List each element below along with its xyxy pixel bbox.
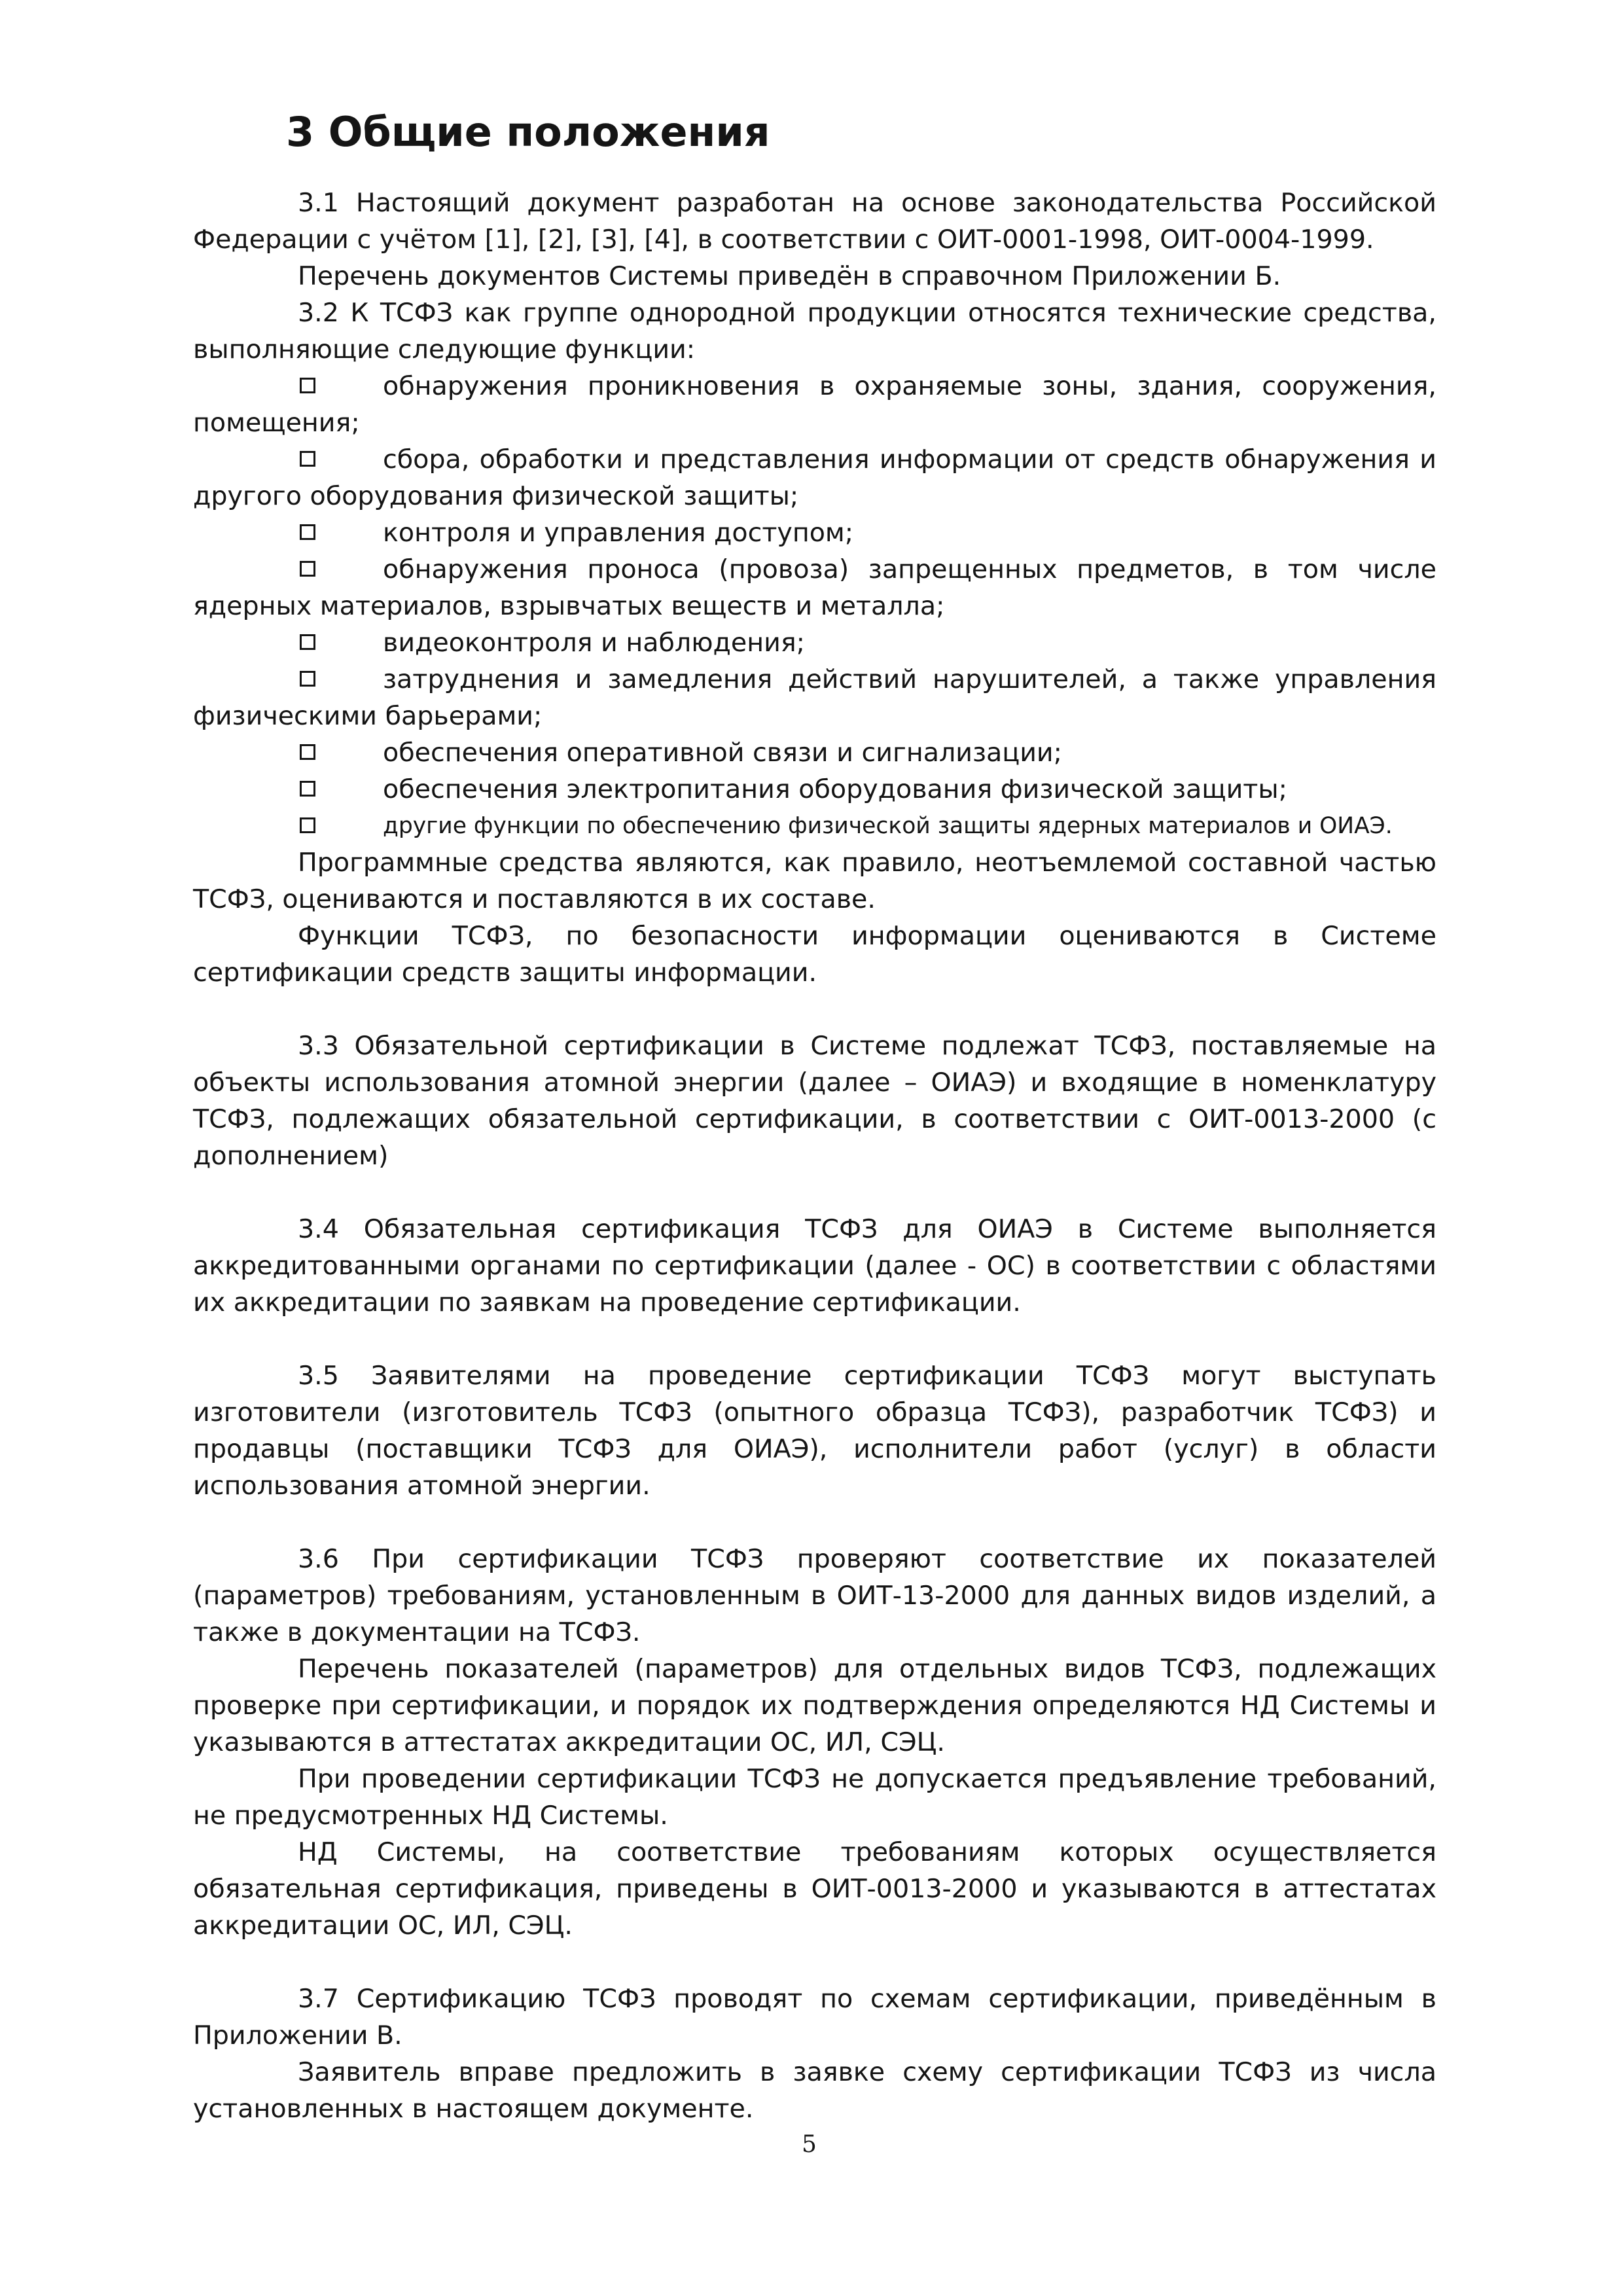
checkbox-icon xyxy=(300,634,315,650)
list-item xyxy=(193,551,1436,624)
list-item xyxy=(193,734,1436,771)
checkbox-icon xyxy=(300,744,315,760)
checkbox-icon xyxy=(300,817,315,833)
paragraph-3-3: 3.3 Обязательной сертификации в Системе подлежат ТСФЗ, поставляемые на объекты использования атомной энергии (далее – ОИАЭ) и входящие в номенклатуру ТСФЗ, подлежащих обязательной сертификации, в соответствии с ОИТ-0013-2000 (с дополнением) xyxy=(193,1031,1436,1171)
checkbox-icon xyxy=(300,561,315,577)
list-item-text: затруднения и замедления действий нарушителей, а также управления физическими барьерами; xyxy=(193,664,1436,731)
list-item-text: сбора, обработки и представления информации от средств обнаружения и другого оборудования физической защиты; xyxy=(193,444,1436,511)
list-item xyxy=(193,514,1436,551)
paragraph-3-6: 3.6 При сертификации ТСФЗ проверяют соответствие их показателей (параметров) требованиям, установленным в ОИТ-13-2000 для данных видов изделий, а также в документации на ТСФЗ. xyxy=(193,1544,1436,1647)
list-item-text: другие функции по обеспечению физической защиты ядерных материалов и ОИАЭ. xyxy=(383,813,1393,839)
list-item-text: обеспечения электропитания оборудования физической защиты; xyxy=(383,774,1287,804)
paragraph-security-functions: Функции ТСФЗ, по безопасности информации оцениваются в Системе сертификации средств защиты информации. xyxy=(193,921,1436,988)
list-item xyxy=(193,661,1436,734)
list-item xyxy=(193,368,1436,441)
list-item-text: обеспечения оперативной связи и сигнализации; xyxy=(383,738,1062,768)
section-heading: 3 Общие положения xyxy=(286,108,770,156)
paragraph-3-2: 3.2 К ТСФЗ как группе однородной продукции относятся технические средства, выполняющие следующие функции: xyxy=(193,298,1436,365)
paragraph-software: Программные средства являются, как правило, неотъемлемой составной частью ТСФЗ, оцениваются и поставляются в их составе. xyxy=(193,848,1436,914)
paragraph-documents-list: Перечень документов Системы приведён в справочном Приложении Б. xyxy=(298,261,1281,291)
list-item xyxy=(193,441,1436,514)
paragraph-normative-documents: НД Системы, на соответствие требованиям которых осуществляется обязательная сертификация, приведены в ОИТ-0013-2000 и указываются в аттестатах аккредитации ОС, ИЛ, СЭЦ. xyxy=(193,1837,1436,1941)
paragraph-applicant: Заявитель вправе предложить в заявке схему сертификации ТСФЗ из числа установленных в настоящем документе. xyxy=(193,2057,1436,2124)
list-item xyxy=(193,771,1436,808)
list-item-text: обнаружения проникновения в охраняемые зоны, здания, сооружения, помещения; xyxy=(193,371,1436,438)
paragraph-3-1: 3.1 Настоящий документ разработан на основе законодательства Российской Федерации с учётом [1], [2], [3], [4], в соответствии с ОИТ-0001-1998, ОИТ-0004-1999. xyxy=(193,188,1436,255)
paragraph-requirements: При проведении сертификации ТСФЗ не допускается предъявление требований, не предусмотренных НД Системы. xyxy=(193,1764,1436,1831)
checkbox-icon xyxy=(300,781,315,797)
list-item-text: обнаружения проноса (провоза) запрещенных предметов, в том числе ядерных материалов, взрывчатых веществ и металла; xyxy=(193,554,1436,621)
paragraph-3-5: 3.5 Заявителями на проведение сертификации ТСФЗ могут выступать изготовители (изготовитель ТСФЗ (опытного образца ТСФЗ), разработчик ТСФЗ) и продавцы (поставщики ТСФЗ для ОИАЭ), исполнители работ (услуг) в области использования атомной энергии. xyxy=(193,1361,1436,1501)
checkbox-icon xyxy=(300,378,315,393)
list-item xyxy=(193,624,1436,661)
page-number: 5 xyxy=(802,2131,817,2158)
functions-list xyxy=(193,368,1436,844)
list-item xyxy=(193,808,1436,844)
checkbox-icon xyxy=(300,524,315,540)
list-item-text: видеоконтроля и наблюдения; xyxy=(383,628,805,658)
paragraph-parameters-list: Перечень показателей (параметров) для отдельных видов ТСФЗ, подлежащих проверке при сертификации, и порядок их подтверждения определяются НД Системы и указываются в аттестатах аккредитации ОС, ИЛ, СЭЦ. xyxy=(193,1654,1436,1757)
paragraph-3-4: 3.4 Обязательная сертификация ТСФЗ для ОИАЭ в Системе выполняется аккредитованными органами по сертификации (далее - ОС) в соответствии с областями их аккредитации по заявкам на проведение сертификации. xyxy=(193,1214,1436,1318)
list-item-text: контроля и управления доступом; xyxy=(383,518,854,548)
section-body xyxy=(193,185,1436,2127)
checkbox-icon xyxy=(300,671,315,687)
checkbox-icon xyxy=(300,451,315,467)
paragraph-3-7: 3.7 Сертификацию ТСФЗ проводят по схемам сертификации, приведённым в Приложении В. xyxy=(193,1984,1436,2051)
